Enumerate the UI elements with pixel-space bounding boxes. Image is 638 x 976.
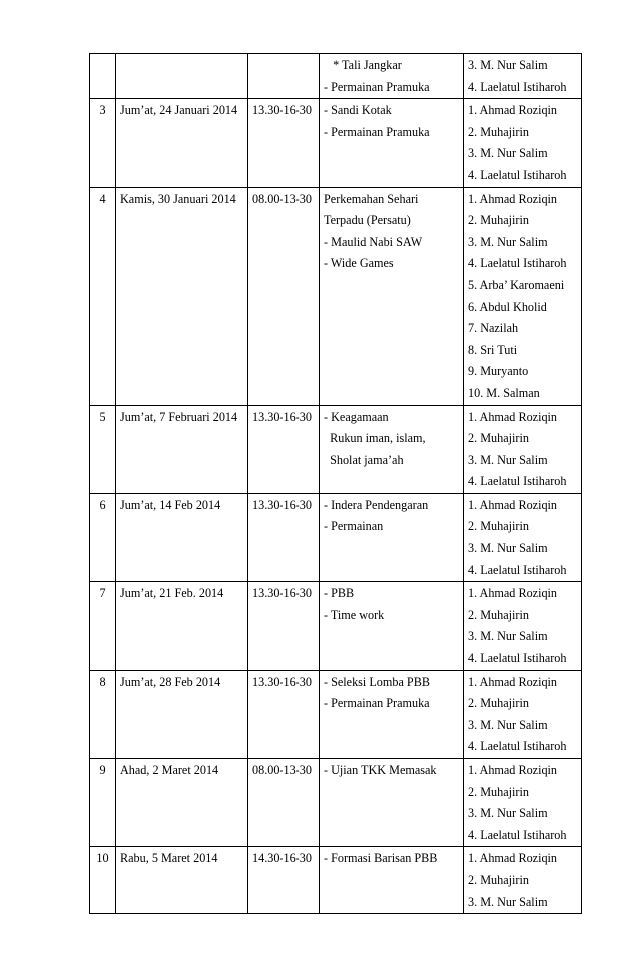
time-cell: [248, 405, 320, 493]
table-row: [90, 54, 582, 99]
staff-name: 4. Laelatul Istiharoh: [468, 167, 567, 182]
activity-line: - Sandi Kotak: [324, 103, 392, 118]
staff-name: 4. Laelatul Istiharoh: [468, 562, 567, 577]
activity-line: - Permainan Pramuka: [324, 124, 430, 139]
activity-line: - Time work: [324, 607, 385, 622]
staff-name: 1. Ahmad Roziqin: [468, 191, 558, 206]
staff-name: 1. Ahmad Roziqin: [468, 409, 558, 424]
row-number-cell: [90, 847, 116, 914]
activity-line: - Permainan Pramuka: [324, 79, 430, 94]
staff-name: 7. Nazilah: [468, 321, 519, 336]
staff-name: 4. Laelatul Istiharoh: [468, 739, 567, 754]
staff-name: 1. Ahmad Roziqin: [468, 674, 558, 689]
date-text: Jum’at, 28 Feb 2014: [120, 674, 221, 689]
row-number-cell: [90, 405, 116, 493]
date-cell: [116, 493, 248, 581]
staff-name: 3. M. Nur Salim: [468, 452, 548, 467]
time-cell: [248, 54, 320, 99]
staff-cell: [464, 847, 582, 914]
row-number-cell: [90, 54, 116, 99]
staff-name: 3. M. Nur Salim: [468, 541, 548, 556]
activity-cell: [320, 493, 464, 581]
time-cell: [248, 493, 320, 581]
activity-cell: [320, 759, 464, 847]
activity-cell: [320, 187, 464, 405]
row-number-cell: [90, 493, 116, 581]
staff-name: 2. Muhajirin: [468, 431, 529, 446]
table-row: [90, 670, 582, 758]
staff-cell: [464, 187, 582, 405]
activity-line: - Indera Pendengaran: [324, 497, 429, 512]
date-cell: [116, 582, 248, 670]
activity-line: - Permainan Pramuka: [324, 696, 430, 711]
row-number: 9: [99, 763, 106, 777]
activity-cell: [320, 54, 464, 99]
staff-name: 1. Ahmad Roziqin: [468, 497, 558, 512]
date-text: Jum’at, 7 Februari 2014: [120, 409, 238, 424]
staff-cell: [464, 759, 582, 847]
row-number-cell: [90, 99, 116, 187]
staff-cell: [464, 405, 582, 493]
row-number: 5: [99, 409, 106, 424]
row-number-cell: [90, 187, 116, 405]
staff-name: 2. Muhajirin: [468, 519, 529, 534]
staff-name: 2. Muhajirin: [468, 872, 529, 887]
activity-line: - Keagamaan: [324, 409, 389, 424]
staff-name: 2. Muhajirin: [468, 696, 529, 711]
staff-name: 4. Laelatul Istiharoh: [468, 79, 567, 94]
staff-name: 2. Muhajirin: [468, 784, 529, 799]
date-cell: [116, 405, 248, 493]
table-row: [90, 405, 582, 493]
date-text: Jum’at, 24 Januari 2014: [120, 103, 238, 118]
time-text: 13.30-16-30: [252, 103, 312, 118]
date-text: Ahad, 2 Maret 2014: [120, 763, 219, 777]
date-text: Jum’at, 14 Feb 2014: [120, 497, 221, 512]
activity-cell: [320, 99, 464, 187]
time-text: [252, 55, 319, 77]
time-text: 13.30-16-30: [252, 409, 312, 424]
date-cell: [116, 670, 248, 758]
time-cell: [248, 759, 320, 847]
table-row: [90, 493, 582, 581]
time-cell: [248, 670, 320, 758]
activity-line: * Tali Jangkar: [324, 58, 402, 72]
staff-name: 3. M. Nur Salim: [468, 629, 548, 644]
activity-line: Terpadu (Persatu): [324, 213, 411, 228]
activity-line: Sholat jama’ah: [324, 452, 404, 467]
activity-cell: [320, 405, 464, 493]
staff-cell: [464, 99, 582, 187]
row-number: [90, 55, 115, 77]
date-text: Rabu, 5 Maret 2014: [120, 851, 218, 866]
staff-name: 1. Ahmad Roziqin: [468, 763, 558, 777]
staff-cell: [464, 54, 582, 99]
staff-name: 3. M. Nur Salim: [468, 806, 548, 821]
activity-line: - Formasi Barisan PBB: [324, 851, 438, 866]
time-text: 14.30-16-30: [252, 851, 312, 866]
time-cell: [248, 582, 320, 670]
date-cell: [116, 54, 248, 99]
staff-name: 4. Laelatul Istiharoh: [468, 827, 567, 842]
time-text: 13.30-16-30: [252, 497, 312, 512]
row-number-cell: [90, 759, 116, 847]
activity-line: - Ujian TKK Memasak: [324, 763, 437, 777]
row-number: 6: [99, 497, 106, 512]
time-text: 13.30-16-30: [252, 586, 312, 601]
table-row: [90, 99, 582, 187]
activity-line: - Permainan: [324, 519, 384, 534]
date-cell: [116, 187, 248, 405]
row-number-cell: [90, 582, 116, 670]
staff-name: 2. Muhajirin: [468, 607, 529, 622]
staff-name: 3. M. Nur Salim: [468, 146, 548, 161]
row-number: 8: [99, 674, 106, 689]
time-text: 13.30-16-30: [252, 674, 312, 689]
date-text: [120, 55, 247, 77]
activity-line: - Maulid Nabi SAW: [324, 234, 423, 249]
staff-cell: [464, 493, 582, 581]
activity-cell: [320, 670, 464, 758]
activity-line: - PBB: [324, 586, 355, 601]
activity-line: - Wide Games: [324, 256, 394, 271]
staff-name: 2. Muhajirin: [468, 213, 529, 228]
staff-cell: [464, 670, 582, 758]
schedule-table-body: [90, 54, 582, 914]
table-row: [90, 187, 582, 405]
staff-name: 9. Muryanto: [468, 364, 529, 379]
activity-line: Perkemahan Sehari: [324, 191, 419, 206]
staff-name: 8. Sri Tuti: [468, 342, 518, 357]
staff-name: 2. Muhajirin: [468, 124, 529, 139]
date-text: Jum’at, 21 Feb. 2014: [120, 586, 224, 601]
staff-name: 3. M. Nur Salim: [468, 717, 548, 732]
row-number-cell: [90, 670, 116, 758]
date-cell: [116, 99, 248, 187]
activity-line: Rukun iman, islam,: [324, 431, 426, 446]
staff-name: 1. Ahmad Roziqin: [468, 103, 558, 118]
activity-cell: [320, 582, 464, 670]
time-text: 08.00-13-30: [252, 763, 312, 777]
staff-name: 3. M. Nur Salim: [468, 894, 548, 909]
time-cell: [248, 99, 320, 187]
row-number: 3: [99, 103, 106, 118]
date-cell: [116, 847, 248, 914]
activity-line: - Seleksi Lomba PBB: [324, 674, 430, 689]
date-cell: [116, 759, 248, 847]
schedule-table: [89, 53, 582, 914]
staff-name: 1. Ahmad Roziqin: [468, 586, 558, 601]
staff-name: 3. M. Nur Salim: [468, 58, 548, 72]
table-row: [90, 582, 582, 670]
staff-cell: [464, 582, 582, 670]
activity-cell: [320, 847, 464, 914]
table-row: [90, 847, 582, 914]
row-number: 10: [96, 851, 109, 866]
staff-name: 4. Laelatul Istiharoh: [468, 256, 567, 271]
row-number: 4: [99, 191, 106, 206]
staff-name: 4. Laelatul Istiharoh: [468, 651, 567, 666]
time-cell: [248, 187, 320, 405]
time-text: 08.00-13-30: [252, 191, 312, 206]
staff-name: 4. Laelatul Istiharoh: [468, 474, 567, 489]
staff-name: 6. Abdul Kholid: [468, 299, 547, 314]
date-text: Kamis, 30 Januari 2014: [120, 191, 236, 206]
staff-name: 3. M. Nur Salim: [468, 234, 548, 249]
table-row: [90, 759, 582, 847]
staff-name: 5. Arba’ Karomaeni: [468, 277, 565, 292]
row-number: 7: [99, 586, 106, 601]
staff-name: 1. Ahmad Roziqin: [468, 851, 558, 866]
staff-name: 10. M. Salman: [468, 385, 540, 400]
time-cell: [248, 847, 320, 914]
